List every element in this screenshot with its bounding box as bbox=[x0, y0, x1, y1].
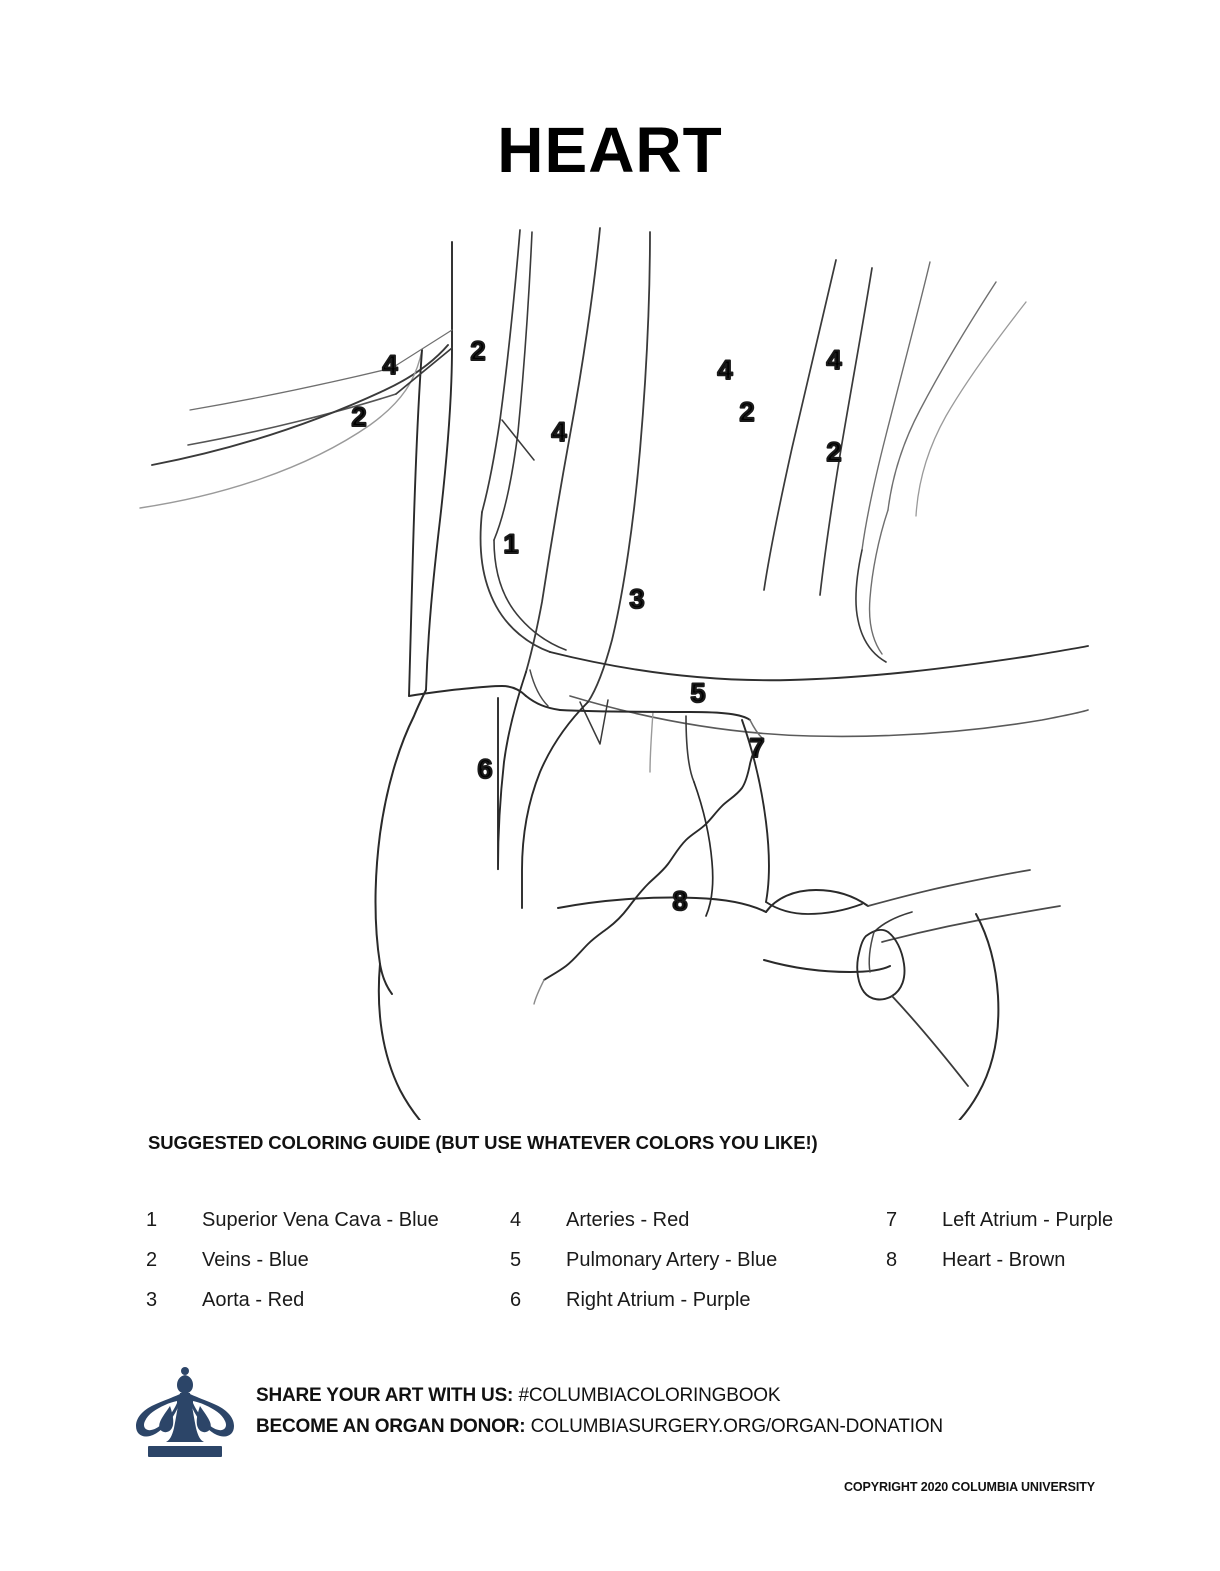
diagram-label-4-aortic-arch: 4 bbox=[551, 417, 567, 448]
diagram-label-5-pulmonary: 5 bbox=[690, 678, 706, 709]
footer-line-share bbox=[256, 1380, 943, 1411]
artery-right-inner bbox=[764, 260, 872, 595]
footer-line-donor bbox=[256, 1411, 943, 1442]
vein-right-trunk bbox=[550, 510, 1088, 736]
diagram-label-8-heart-body: 8 bbox=[672, 886, 688, 917]
coloring-guide-heading: SUGGESTED COLORING GUIDE (BUT USE WHATEVER COLORS YOU LIKE!) bbox=[148, 1132, 818, 1153]
guide-item-label: Arteries - Red bbox=[566, 1208, 690, 1231]
left-atrium bbox=[857, 930, 904, 1000]
diagram-label-1-svc: 1 bbox=[503, 529, 519, 560]
guide-item-number: 4 bbox=[510, 1208, 522, 1231]
vein-left-major bbox=[140, 345, 448, 508]
guide-item-label: Superior Vena Cava - Blue bbox=[202, 1208, 439, 1231]
guide-item-label: Pulmonary Artery - Blue bbox=[566, 1248, 778, 1271]
diagram-label-7-left-atrium: 7 bbox=[749, 733, 765, 764]
guide-row bbox=[510, 1240, 880, 1280]
guide-row bbox=[146, 1200, 506, 1240]
guide-row bbox=[146, 1240, 506, 1280]
guide-item-number: 3 bbox=[146, 1288, 158, 1311]
guide-item-label: Right Atrium - Purple bbox=[566, 1288, 751, 1311]
pulmonary-artery bbox=[558, 870, 1060, 972]
guide-item-label: Left Atrium - Purple bbox=[942, 1208, 1114, 1231]
diagram-label-2-right-upper: 2 bbox=[739, 397, 755, 428]
artery-central-right bbox=[526, 228, 650, 702]
footer bbox=[130, 1362, 1090, 1472]
guide-row bbox=[886, 1240, 1186, 1280]
columbia-crown-logo-icon bbox=[130, 1364, 240, 1464]
diagram-label-6-right-atrium: 6 bbox=[477, 754, 493, 785]
guide-row bbox=[146, 1280, 506, 1320]
footer-share-value[interactable]: #COLUMBIACOLORINGBOOK bbox=[518, 1385, 781, 1406]
page-title: HEART bbox=[497, 114, 723, 186]
right-atrium bbox=[376, 686, 763, 994]
guide-item-number: 6 bbox=[510, 1288, 522, 1311]
footer-donor-value[interactable]: COLUMBIASURGERY.ORG/ORGAN-DONATION bbox=[530, 1416, 943, 1437]
heart-body bbox=[379, 914, 999, 1120]
diagram-label-4-right-outer: 4 bbox=[826, 345, 842, 376]
footer-text-block bbox=[256, 1380, 943, 1442]
guide-column-1 bbox=[146, 1200, 506, 1320]
diagram-labels bbox=[351, 336, 841, 916]
guide-row bbox=[886, 1200, 1186, 1240]
diagram-label-2-svc-top: 2 bbox=[470, 336, 486, 367]
guide-column-3 bbox=[886, 1200, 1186, 1280]
diagram-label-4-upper-left: 4 bbox=[382, 350, 398, 381]
diagram-label-3-aorta: 3 bbox=[629, 584, 645, 615]
copyright-notice: COPYRIGHT 2020 COLUMBIA UNIVERSITY bbox=[843, 1480, 1095, 1494]
guide-item-label: Aorta - Red bbox=[202, 1288, 305, 1311]
diagram-label-2-right-lower: 2 bbox=[826, 437, 842, 468]
guide-item-number: 1 bbox=[146, 1208, 158, 1231]
guide-item-number: 5 bbox=[510, 1248, 522, 1271]
guide-item-number: 2 bbox=[146, 1248, 158, 1271]
guide-column-2 bbox=[510, 1200, 880, 1320]
heart-diagram bbox=[130, 220, 1090, 1120]
footer-share-label: SHARE YOUR ART WITH US: bbox=[256, 1385, 514, 1406]
guide-item-number: 7 bbox=[886, 1208, 898, 1231]
guide-row bbox=[510, 1200, 880, 1240]
footer-donor-label: BECOME AN ORGAN DONOR: bbox=[256, 1416, 526, 1437]
guide-item-label: Heart - Brown bbox=[942, 1248, 1066, 1271]
guide-item-label: Veins - Blue bbox=[202, 1248, 309, 1271]
aorta bbox=[498, 670, 862, 916]
diagram-label-2-left-vein: 2 bbox=[351, 402, 367, 433]
diagram-label-4-right-inner: 4 bbox=[717, 355, 733, 386]
guide-row bbox=[510, 1280, 880, 1320]
superior-vena-cava bbox=[392, 242, 452, 696]
guide-item-number: 8 bbox=[886, 1248, 898, 1271]
artery-right-outer bbox=[862, 262, 1026, 550]
